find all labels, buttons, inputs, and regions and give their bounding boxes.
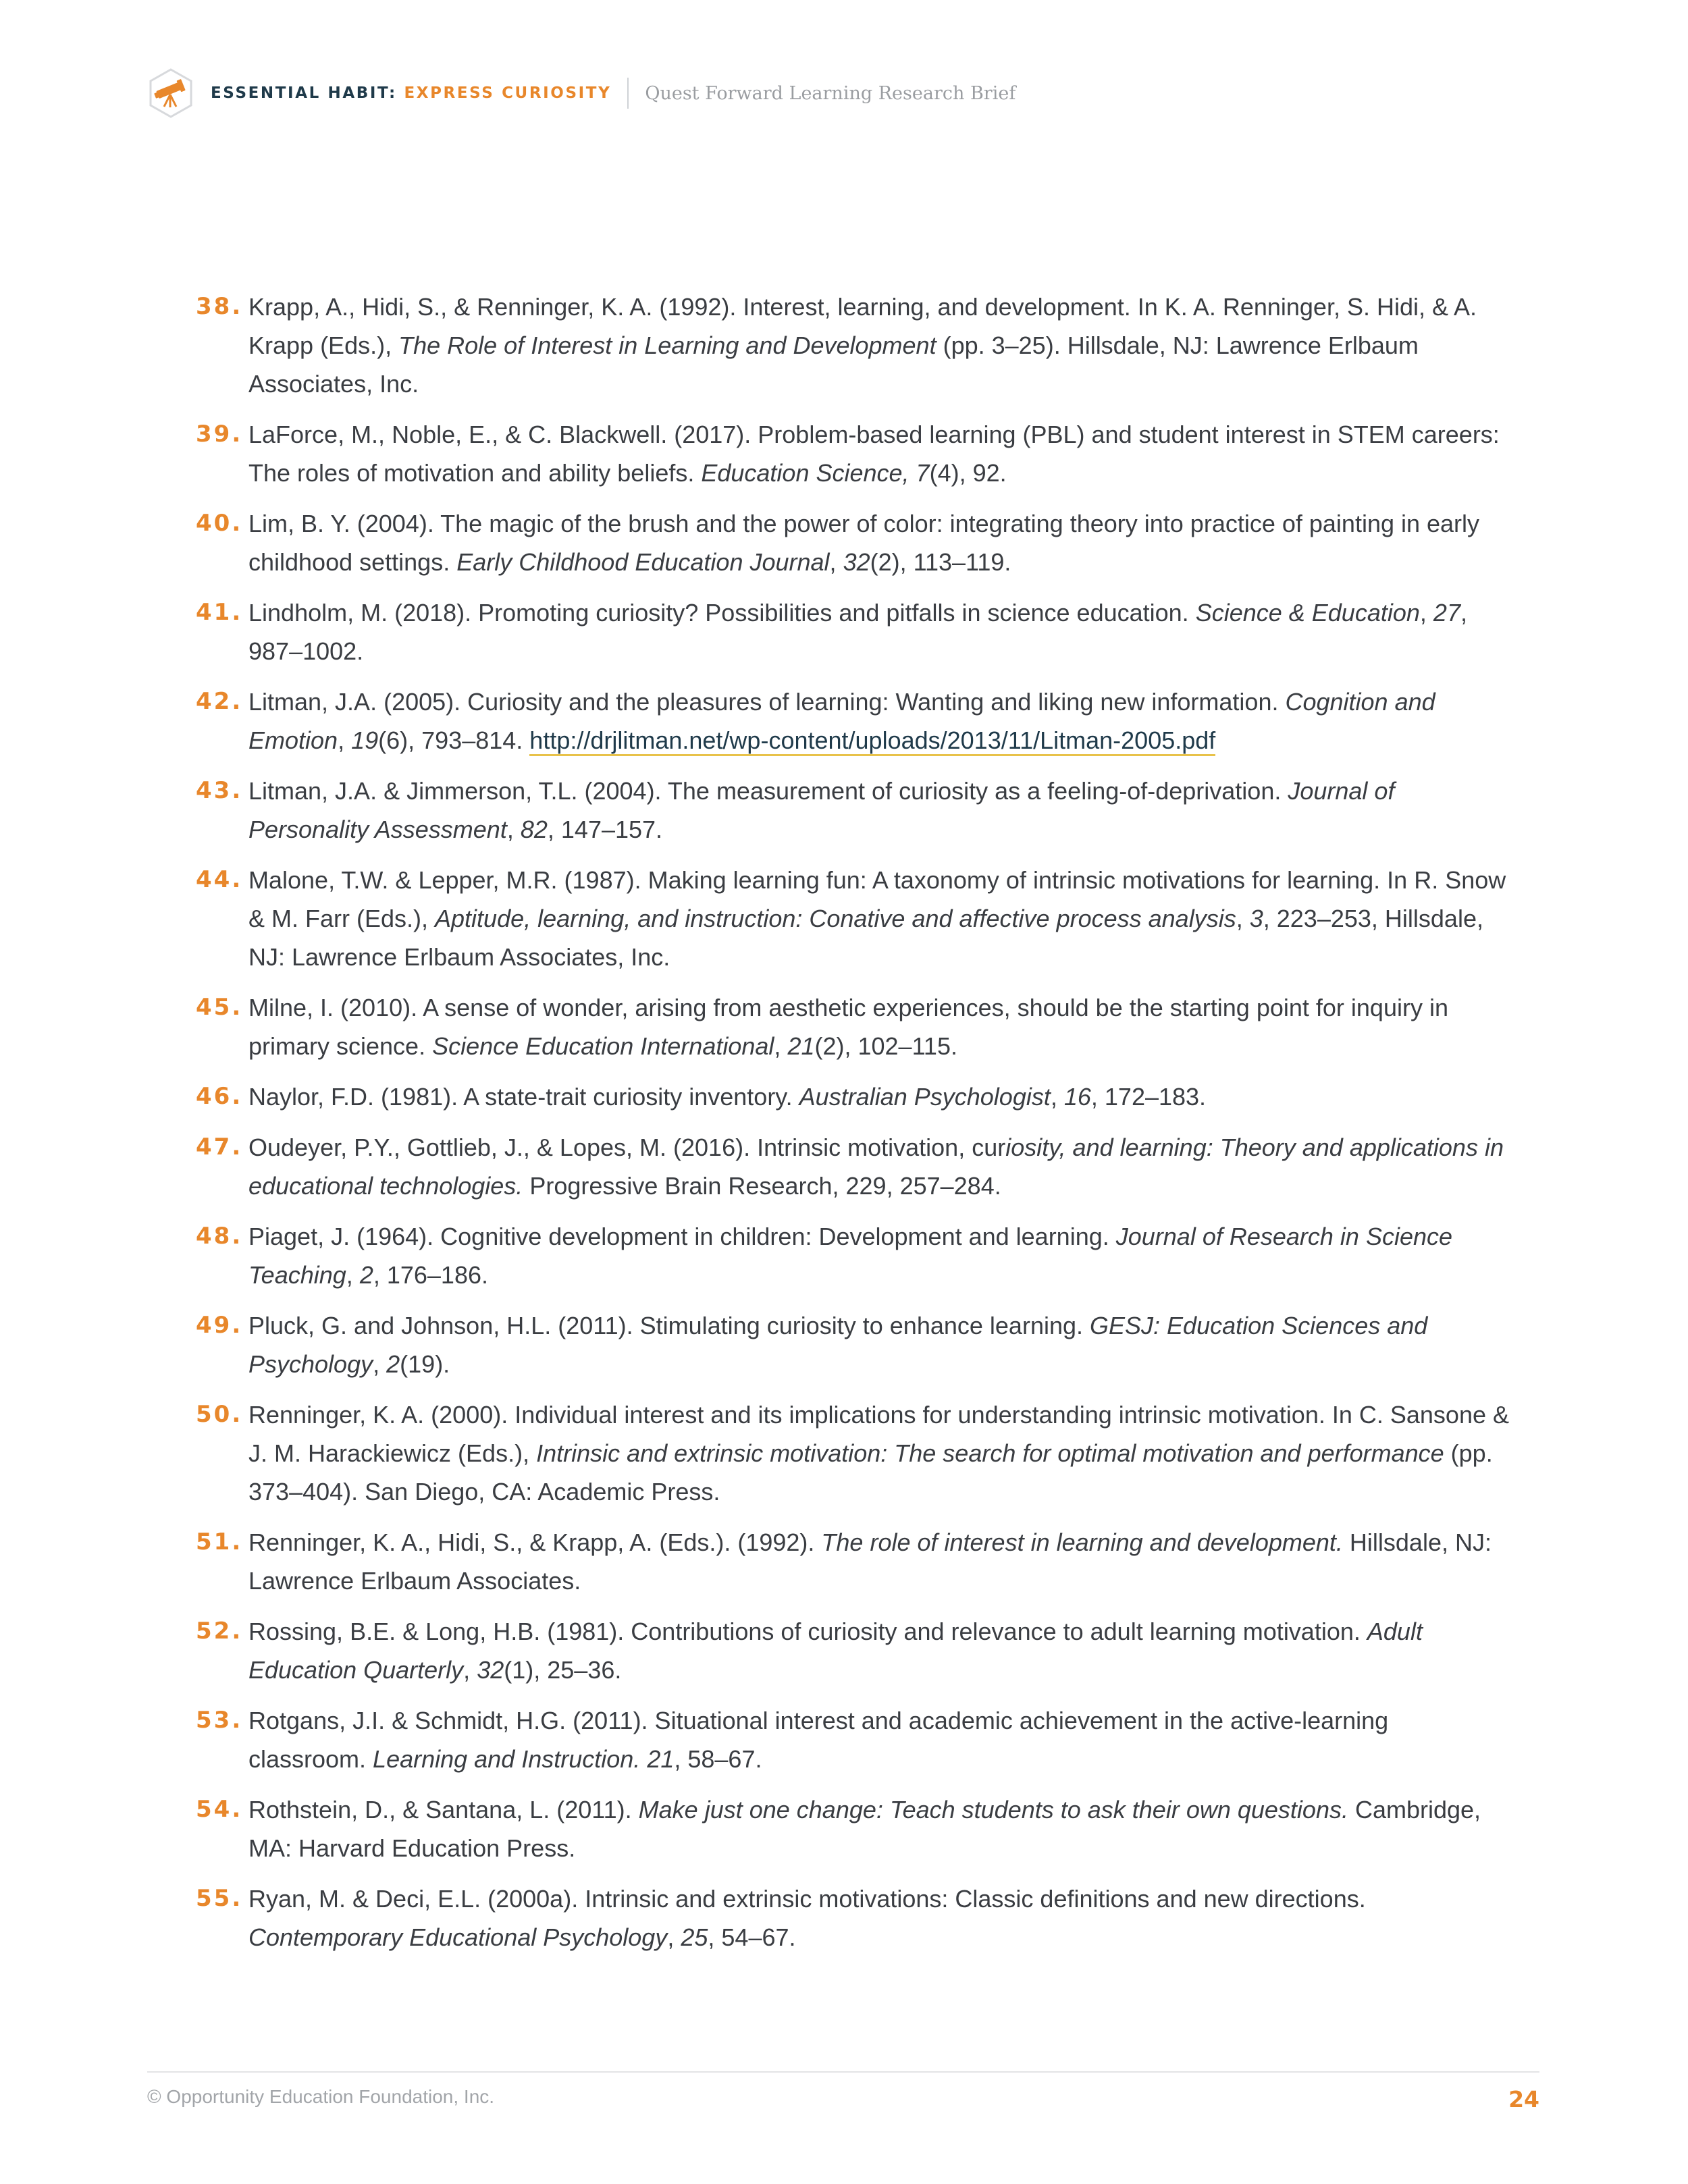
reference-item <box>196 1306 1512 1383</box>
reference-text: , <box>1236 905 1250 932</box>
reference-text: Progressive Brain Research, 229, 257–284. <box>523 1172 1001 1200</box>
reference-item <box>196 861 1512 976</box>
reference-italic-text: Contemporary Educational Psychology <box>248 1923 668 1951</box>
reference-italic-text: 3 <box>1249 905 1263 932</box>
reference-italic-text: Science & Education <box>1195 599 1420 627</box>
reference-item <box>196 1523 1512 1600</box>
reference-italic-text: 16 <box>1063 1083 1091 1111</box>
reference-text: Cambridge, MA: Harvard Education Press. <box>248 1796 1481 1862</box>
reference-item <box>196 593 1512 670</box>
reference-italic-text: Adult Education Quarterly <box>248 1618 1423 1684</box>
brief-subtitle: Quest Forward Learning Research Brief <box>645 82 1016 104</box>
telescope-icon <box>147 67 194 119</box>
reference-text: , <box>667 1923 681 1951</box>
page-header <box>147 65 1016 122</box>
reference-text: , <box>338 726 352 754</box>
footer-divider <box>147 2071 1539 2073</box>
reference-number: 39. <box>196 421 243 448</box>
reference-list <box>196 288 1512 1969</box>
reference-number: 52. <box>196 1618 243 1645</box>
reference-text: Rossing, B.E. & Long, H.B. (1981). Contributions of curiosity and relevance to adult learning motivation. <box>248 1618 1367 1645</box>
reference-italic-text: iosity, and learning: Theory and applications in educational technologies. <box>248 1134 1504 1200</box>
reference-number: 51. <box>196 1528 243 1555</box>
reference-item <box>196 1077 1512 1116</box>
reference-italic-text: 27 <box>1433 599 1460 627</box>
reference-text: (1), 25–36. <box>504 1656 622 1684</box>
reference-italic-text: Make just one change: Teach students to ask their own questions. <box>638 1796 1348 1823</box>
reference-text: , <box>373 1350 387 1378</box>
reference-number: 50. <box>196 1401 243 1428</box>
reference-text: Oudeyer, P.Y., Gottlieb, J., & Lopes, M. (2016). Intrinsic motivation, cur <box>248 1134 1006 1161</box>
reference-text: , 147–157. <box>547 816 663 843</box>
reference-text: (4), 92. <box>929 459 1007 487</box>
reference-italic-text: 2 <box>359 1261 373 1289</box>
reference-italic-text: Early Childhood Education Journal <box>456 548 830 576</box>
reference-italic-text: Aptitude, learning, and instruction: Conative and affective process analysis <box>435 905 1236 932</box>
reference-text: Piaget, J. (1964). Cognitive development in children: Development and learning. <box>248 1223 1116 1250</box>
reference-text: Ryan, M. & Deci, E.L. (2000a). Intrinsic and extrinsic motivations: Classic definitions and new directions. <box>248 1885 1366 1913</box>
reference-text: , 223–253, Hillsdale, NJ: Lawrence Erlbaum Associates, Inc. <box>248 905 1483 971</box>
reference-italic-text: 19 <box>351 726 379 754</box>
reference-text: LaForce, M., Noble, E., & C. Blackwell. (2017). Problem-based learning (PBL) and student interest in STEM careers: The roles of motivation and ability beliefs. <box>248 421 1500 487</box>
reference-text: (19). <box>400 1350 450 1378</box>
reference-text: , 54–67. <box>708 1923 796 1951</box>
reference-number: 54. <box>196 1796 243 1823</box>
reference-text: (6), 793–814. <box>378 726 530 754</box>
reference-item <box>196 415 1512 492</box>
reference-number: 48. <box>196 1223 243 1250</box>
reference-number: 45. <box>196 994 243 1021</box>
reference-italic-text: Journal of Personality Assessment <box>248 777 1395 843</box>
reference-italic-text: Intrinsic and extrinsic motivation: The search for optimal motivation and performance <box>536 1439 1444 1467</box>
reference-italic-text: Cognition and Emotion <box>248 688 1435 754</box>
reference-italic-text: Journal of Research in Science Teaching <box>248 1223 1453 1289</box>
reference-item <box>196 504 1512 581</box>
reference-text: , <box>1419 599 1433 627</box>
reference-number: 53. <box>196 1707 243 1734</box>
reference-number: 49. <box>196 1312 243 1339</box>
reference-number: 47. <box>196 1134 243 1161</box>
reference-number: 41. <box>196 599 243 626</box>
reference-number: 46. <box>196 1083 243 1110</box>
reference-italic-text: Education Science, 7 <box>701 459 930 487</box>
reference-number: 55. <box>196 1885 243 1912</box>
reference-text: Rotgans, J.I. & Schmidt, H.G. (2011). Situational interest and academic achievement in the active-learning classroom. <box>248 1707 1389 1773</box>
reference-text: Renninger, K. A., Hidi, S., & Krapp, A. (Eds.). (1992). <box>248 1528 822 1556</box>
header-divider <box>627 78 629 109</box>
reference-item <box>196 1217 1512 1294</box>
reference-italic-text: GESJ: Education Sciences and Psychology <box>248 1312 1428 1378</box>
copyright-notice: © Opportunity Education Foundation, Inc. <box>147 2086 495 2107</box>
reference-text: Pluck, G. and Johnson, H.L. (2011). Stimulating curiosity to enhance learning. <box>248 1312 1090 1339</box>
reference-item <box>196 288 1512 403</box>
reference-number: 44. <box>196 866 243 893</box>
reference-italic-text: Australian Psychologist <box>799 1083 1051 1111</box>
reference-number: 38. <box>196 293 243 320</box>
reference-text: Milne, I. (2010). A sense of wonder, arising from aesthetic experiences, should be the starting point for inquiry in primary science. <box>248 994 1448 1060</box>
reference-text: , 58–67. <box>674 1745 762 1773</box>
reference-item <box>196 1395 1512 1511</box>
reference-italic-text: 32 <box>843 548 870 576</box>
page-number: 24 <box>1508 2086 1539 2112</box>
reference-italic-text: Science Education International <box>432 1032 774 1060</box>
reference-text: Krapp, A., Hidi, S., & Renninger, K. A. (1992). Interest, learning, and development. In K. A. Renninger, S. Hidi, & A. Krapp (Eds.), <box>248 293 1477 359</box>
brand-accent: EXPRESS CURIOSITY <box>404 84 612 102</box>
reference-italic-text: Learning and Instruction. 21 <box>373 1745 675 1773</box>
reference-text: , <box>346 1261 360 1289</box>
reference-italic-text: The role of interest in learning and development. <box>821 1528 1343 1556</box>
reference-text: Lim, B. Y. (2004). The magic of the brush and the power of color: integrating theory into practice of painting in early childhood settings. <box>248 510 1480 576</box>
reference-italic-text: 32 <box>477 1656 504 1684</box>
reference-italic-text: 21 <box>787 1032 815 1060</box>
reference-item <box>196 988 1512 1065</box>
reference-text: Litman, J.A. (2005). Curiosity and the pleasures of learning: Wanting and liking new information. <box>248 688 1286 716</box>
reference-item <box>196 1790 1512 1867</box>
reference-item <box>196 772 1512 849</box>
reference-italic-text: 25 <box>681 1923 708 1951</box>
reference-italic-text: 82 <box>520 816 548 843</box>
reference-text: , 987–1002. <box>248 599 1467 665</box>
reference-item <box>196 1701 1512 1778</box>
reference-italic-text: The Role of Interest in Learning and Development <box>398 331 937 359</box>
reference-text: (2), 102–115. <box>814 1032 957 1060</box>
reference-text: , <box>829 548 843 576</box>
reference-number: 42. <box>196 688 243 715</box>
reference-item <box>196 1880 1512 1956</box>
reference-text: , 172–183. <box>1090 1083 1207 1111</box>
reference-text: (2), 113–119. <box>870 548 1011 576</box>
reference-item <box>196 683 1512 760</box>
reference-item <box>196 1128 1512 1205</box>
reference-number: 43. <box>196 777 243 804</box>
reference-text: (pp. 373–404). San Diego, CA: Academic Press. <box>248 1439 1493 1506</box>
reference-text: Naylor, F.D. (1981). A state-trait curiosity inventory. <box>248 1083 799 1111</box>
reference-text: (pp. 3–25). Hillsdale, NJ: Lawrence Erlbaum Associates, Inc. <box>248 331 1419 398</box>
reference-text: , <box>1050 1083 1064 1111</box>
reference-text: Malone, T.W. & Lepper, M.R. (1987). Making learning fun: A taxonomy of intrinsic motivations for learning. In R. Snow & M. Farr (Eds.), <box>248 866 1506 932</box>
reference-text: Hillsdale, NJ: Lawrence Erlbaum Associates. <box>248 1528 1492 1595</box>
reference-text: Renninger, K. A. (2000). Individual interest and its implications for understanding intrinsic motivation. In C. Sansone & J. M. Harackiewicz (Eds.), <box>248 1401 1510 1467</box>
reference-link[interactable]: http://drjlitman.net/wp-content/uploads/2013/11/Litman-2005.pdf <box>529 726 1215 756</box>
reference-text: Lindholm, M. (2018). Promoting curiosity? Possibilities and pitfalls in science education. <box>248 599 1196 627</box>
reference-text: , <box>774 1032 788 1060</box>
reference-italic-text: 2 <box>386 1350 400 1378</box>
reference-number: 40. <box>196 510 243 537</box>
brand-prefix: ESSENTIAL HABIT: <box>211 84 404 102</box>
reference-item <box>196 1612 1512 1689</box>
reference-text: , 176–186. <box>373 1261 488 1289</box>
reference-text: Rothstein, D., & Santana, L. (2011). <box>248 1796 639 1823</box>
reference-text: Litman, J.A. & Jimmerson, T.L. (2004). The measurement of curiosity as a feeling-of-deprivation. <box>248 777 1288 805</box>
reference-text: , <box>506 816 521 843</box>
essential-habit-title <box>211 84 611 102</box>
reference-text: , <box>463 1656 477 1684</box>
